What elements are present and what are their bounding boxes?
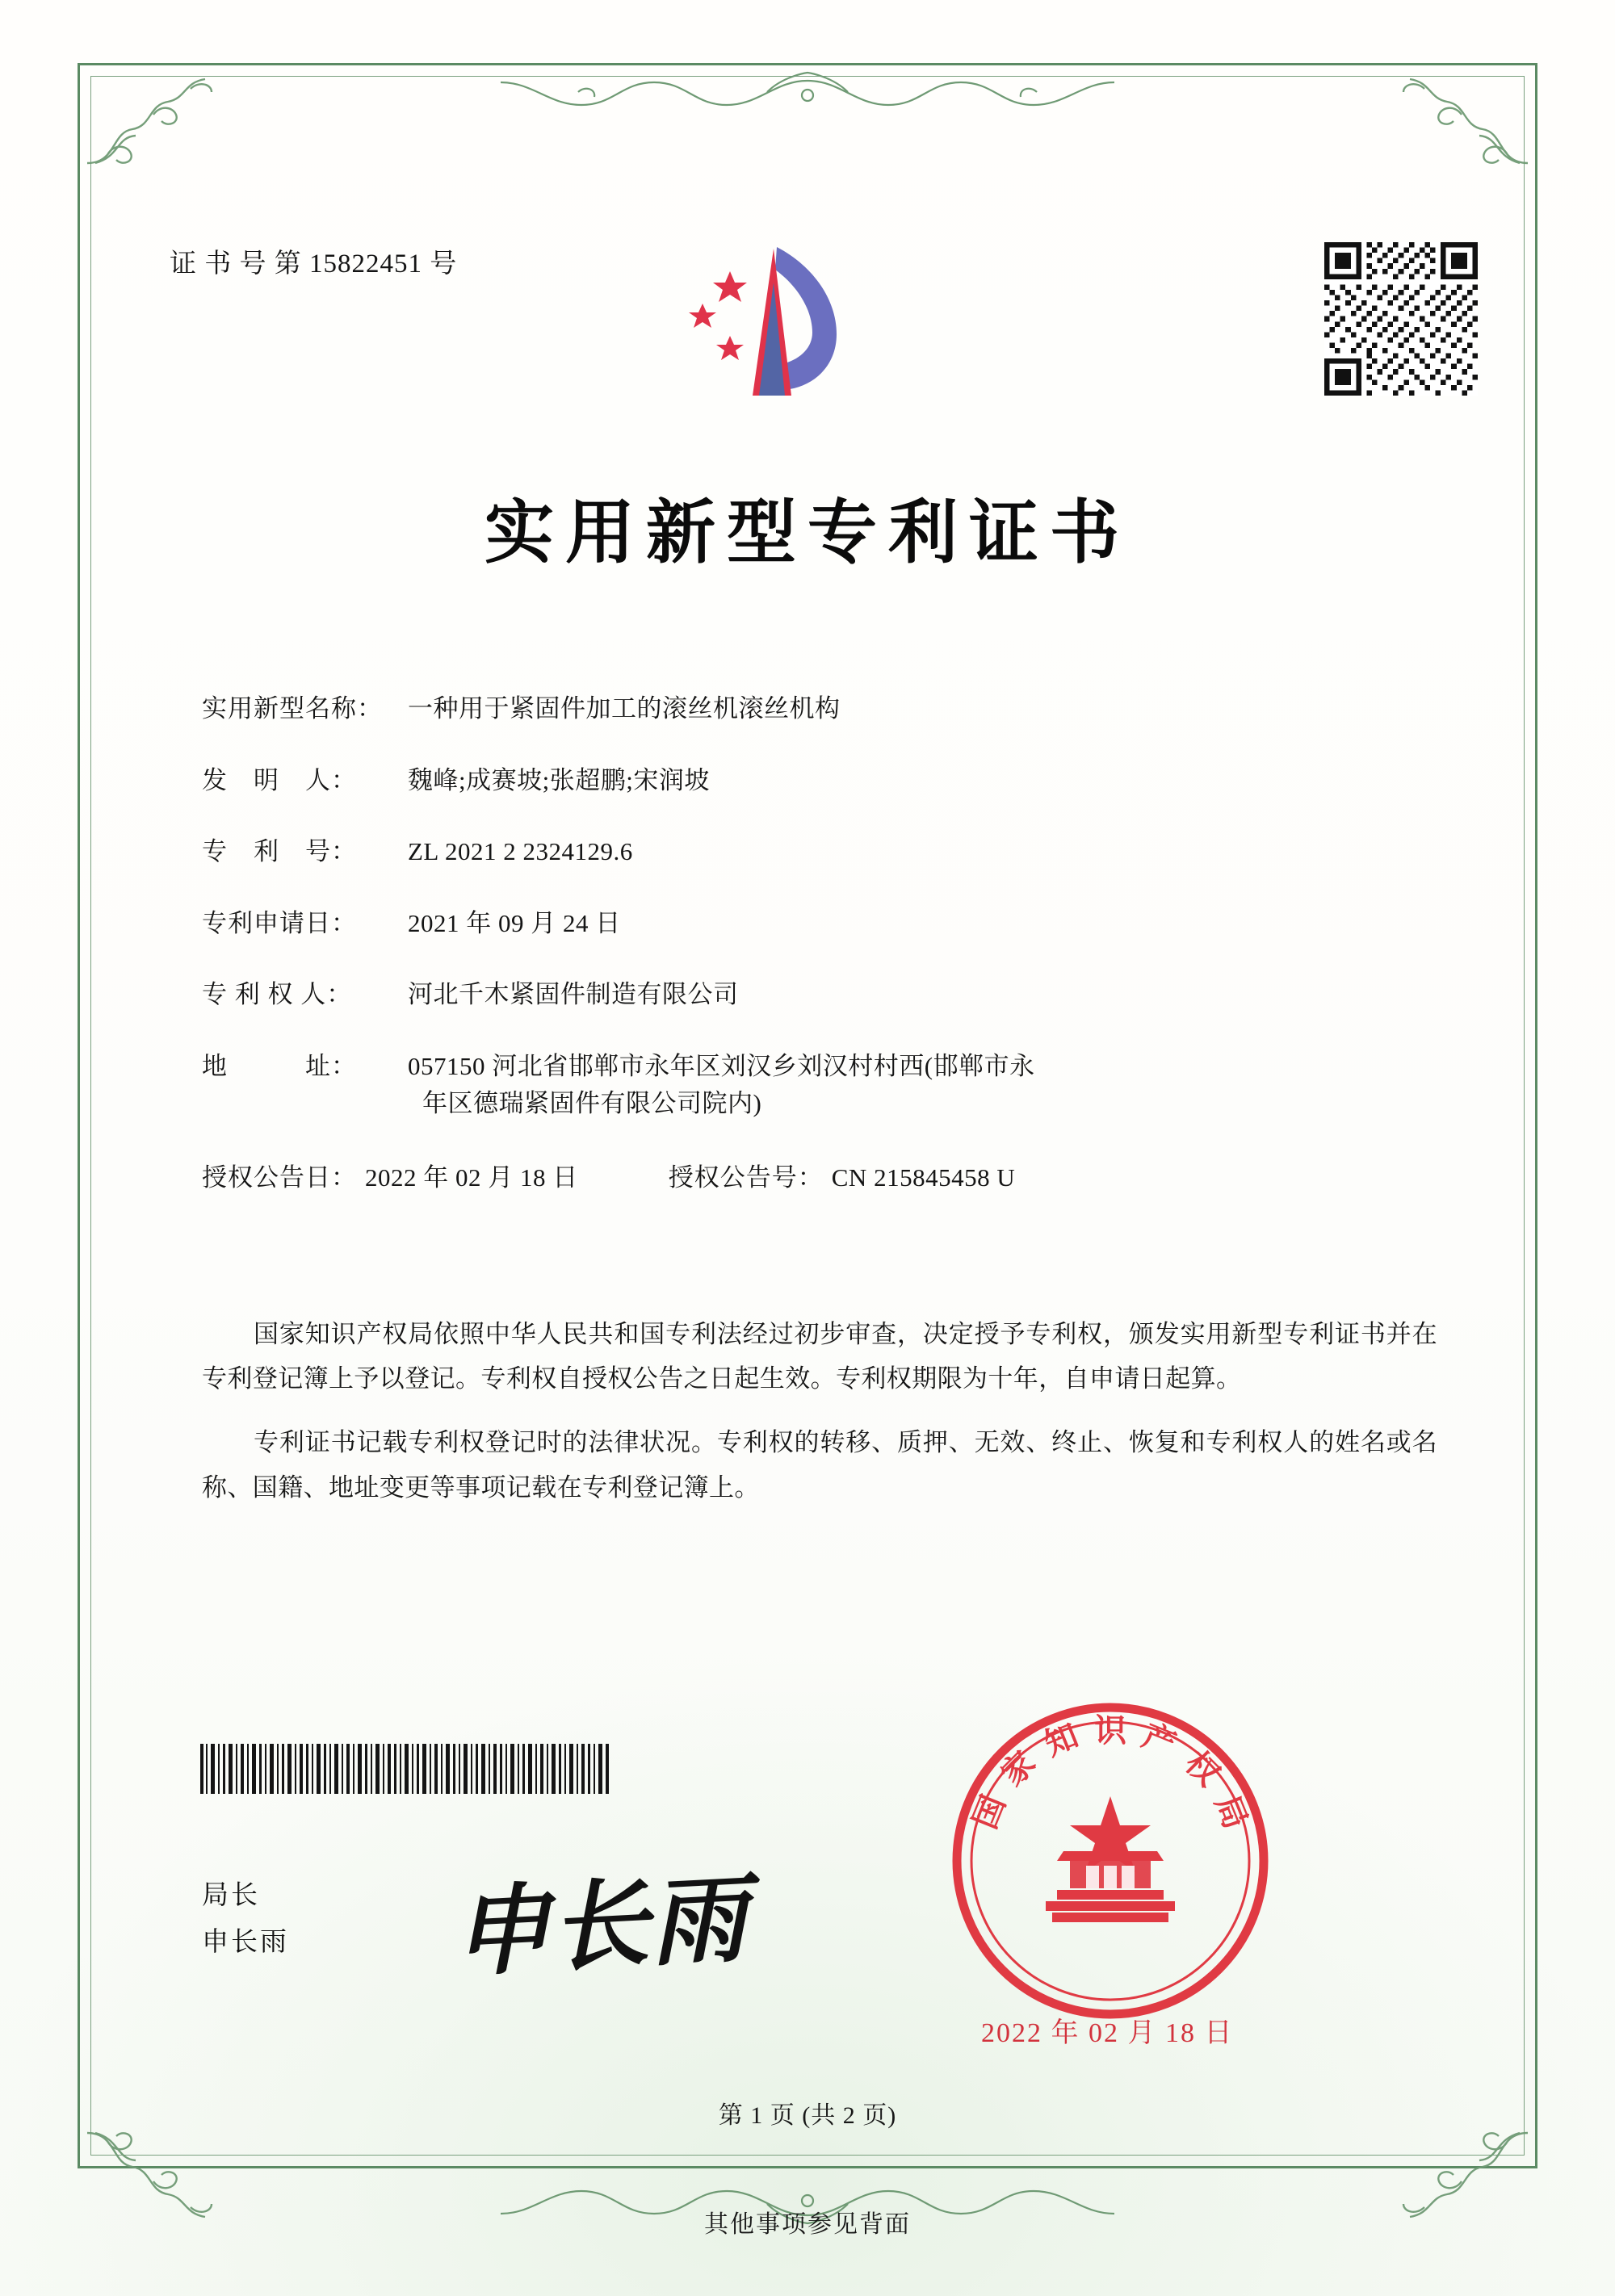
seal-date: 2022 年 02 月 18 日 [981, 2018, 1234, 2048]
field-value [408, 905, 1429, 943]
field-row-address [202, 1048, 1429, 1123]
field-value-text-continued: 年区德瑞紧固件有限公司院内) [422, 1089, 762, 1117]
field-value-text: 河北千木紧固件制造有限公司 [408, 980, 739, 1008]
field-row-grant [202, 1157, 1429, 1193]
field-row-patentee [202, 976, 1429, 1014]
svg-text:知: 知 [1039, 1716, 1084, 1764]
director-name: 申长雨 [202, 1927, 289, 1957]
field-value-text: 一种用于紧固件加工的滚丝机滚丝机构 [408, 694, 841, 723]
field-label: 发 明 人： [202, 765, 357, 794]
grant-date-value: 2022 年 02 月 18 日 [365, 1163, 578, 1192]
field-value-text: ZL 2021 2 2324129.6 [408, 837, 633, 865]
corner-ornament-icon [1378, 69, 1531, 166]
page-number: 第 1 页 (共 2 页) [718, 2102, 897, 2129]
handwritten-signature: 申长雨 [450, 1861, 751, 1991]
field-value-text: 魏峰;成赛坡;张超鹏;宋润坡 [408, 765, 710, 794]
barcode-icon [200, 1744, 612, 1794]
field-row-inventors [202, 762, 1429, 800]
corner-ornament-icon [84, 69, 237, 166]
paragraph: 专利证书记载专利权登记时的法律状况。专利权的转移、质押、无效、终止、恢复和专利权人的姓名或名称、国籍、地址变更等事项记载在专利登记簿上。 [202, 1428, 1437, 1502]
field-row-name [202, 690, 1429, 728]
body-text [202, 1312, 1437, 1529]
signature-block [202, 1873, 289, 1967]
director-title-label: 局长 [202, 1881, 260, 1910]
field-label: 专 利 号： [202, 837, 357, 865]
field-label: 实用新型名称： [202, 694, 383, 723]
field-value [408, 976, 1429, 1014]
top-ornament-icon [501, 68, 1114, 128]
field-value-text: 2021 年 09 月 24 日 [408, 908, 621, 937]
svg-text:产: 产 [1137, 1716, 1181, 1764]
field-list [202, 690, 1429, 1224]
grant-number-value: CN 215845458 U [831, 1163, 1016, 1192]
field-row-application-date [202, 905, 1429, 943]
field-row-patent-number [202, 833, 1429, 871]
field-label: 专 利 权 人： [202, 980, 353, 1008]
field-label: 地 址： [202, 1051, 357, 1080]
footer-note: 其他事项参见背面 [704, 2211, 911, 2238]
svg-text:权: 权 [1177, 1744, 1227, 1794]
grant-number-label: 授权公告号： [668, 1163, 824, 1192]
field-value [408, 1048, 1429, 1123]
paragraph: 国家知识产权局依照中华人民共和国专利法经过初步审查，决定授予专利权，颁发实用新型专利证书并在专利登记簿上予以登记。专利权自授权公告之日起生效。专利权期限为十年，自申请日起算。 [202, 1320, 1437, 1393]
svg-text:家: 家 [993, 1744, 1043, 1794]
field-value-text: 057150 河北省邯郸市永年区刘汉乡刘汉村村西(邯郸市永 [408, 1051, 1035, 1080]
certificate-number: 证 书 号 第 15822451 号 [170, 249, 458, 279]
field-value [408, 690, 1429, 728]
page-title: 实用新型专利证书 [484, 492, 1130, 573]
qr-code-icon [1324, 242, 1478, 396]
cnipa-logo-icon [678, 234, 888, 420]
official-seal [949, 1699, 1272, 2022]
svg-text:识: 识 [1094, 1712, 1126, 1749]
svg-text:国: 国 [965, 1790, 1013, 1834]
field-value [408, 762, 1429, 800]
svg-text:局: 局 [1207, 1790, 1256, 1834]
field-value [408, 833, 1429, 871]
field-label: 专利申请日： [202, 908, 357, 937]
grant-date-label: 授权公告日： [202, 1163, 357, 1192]
